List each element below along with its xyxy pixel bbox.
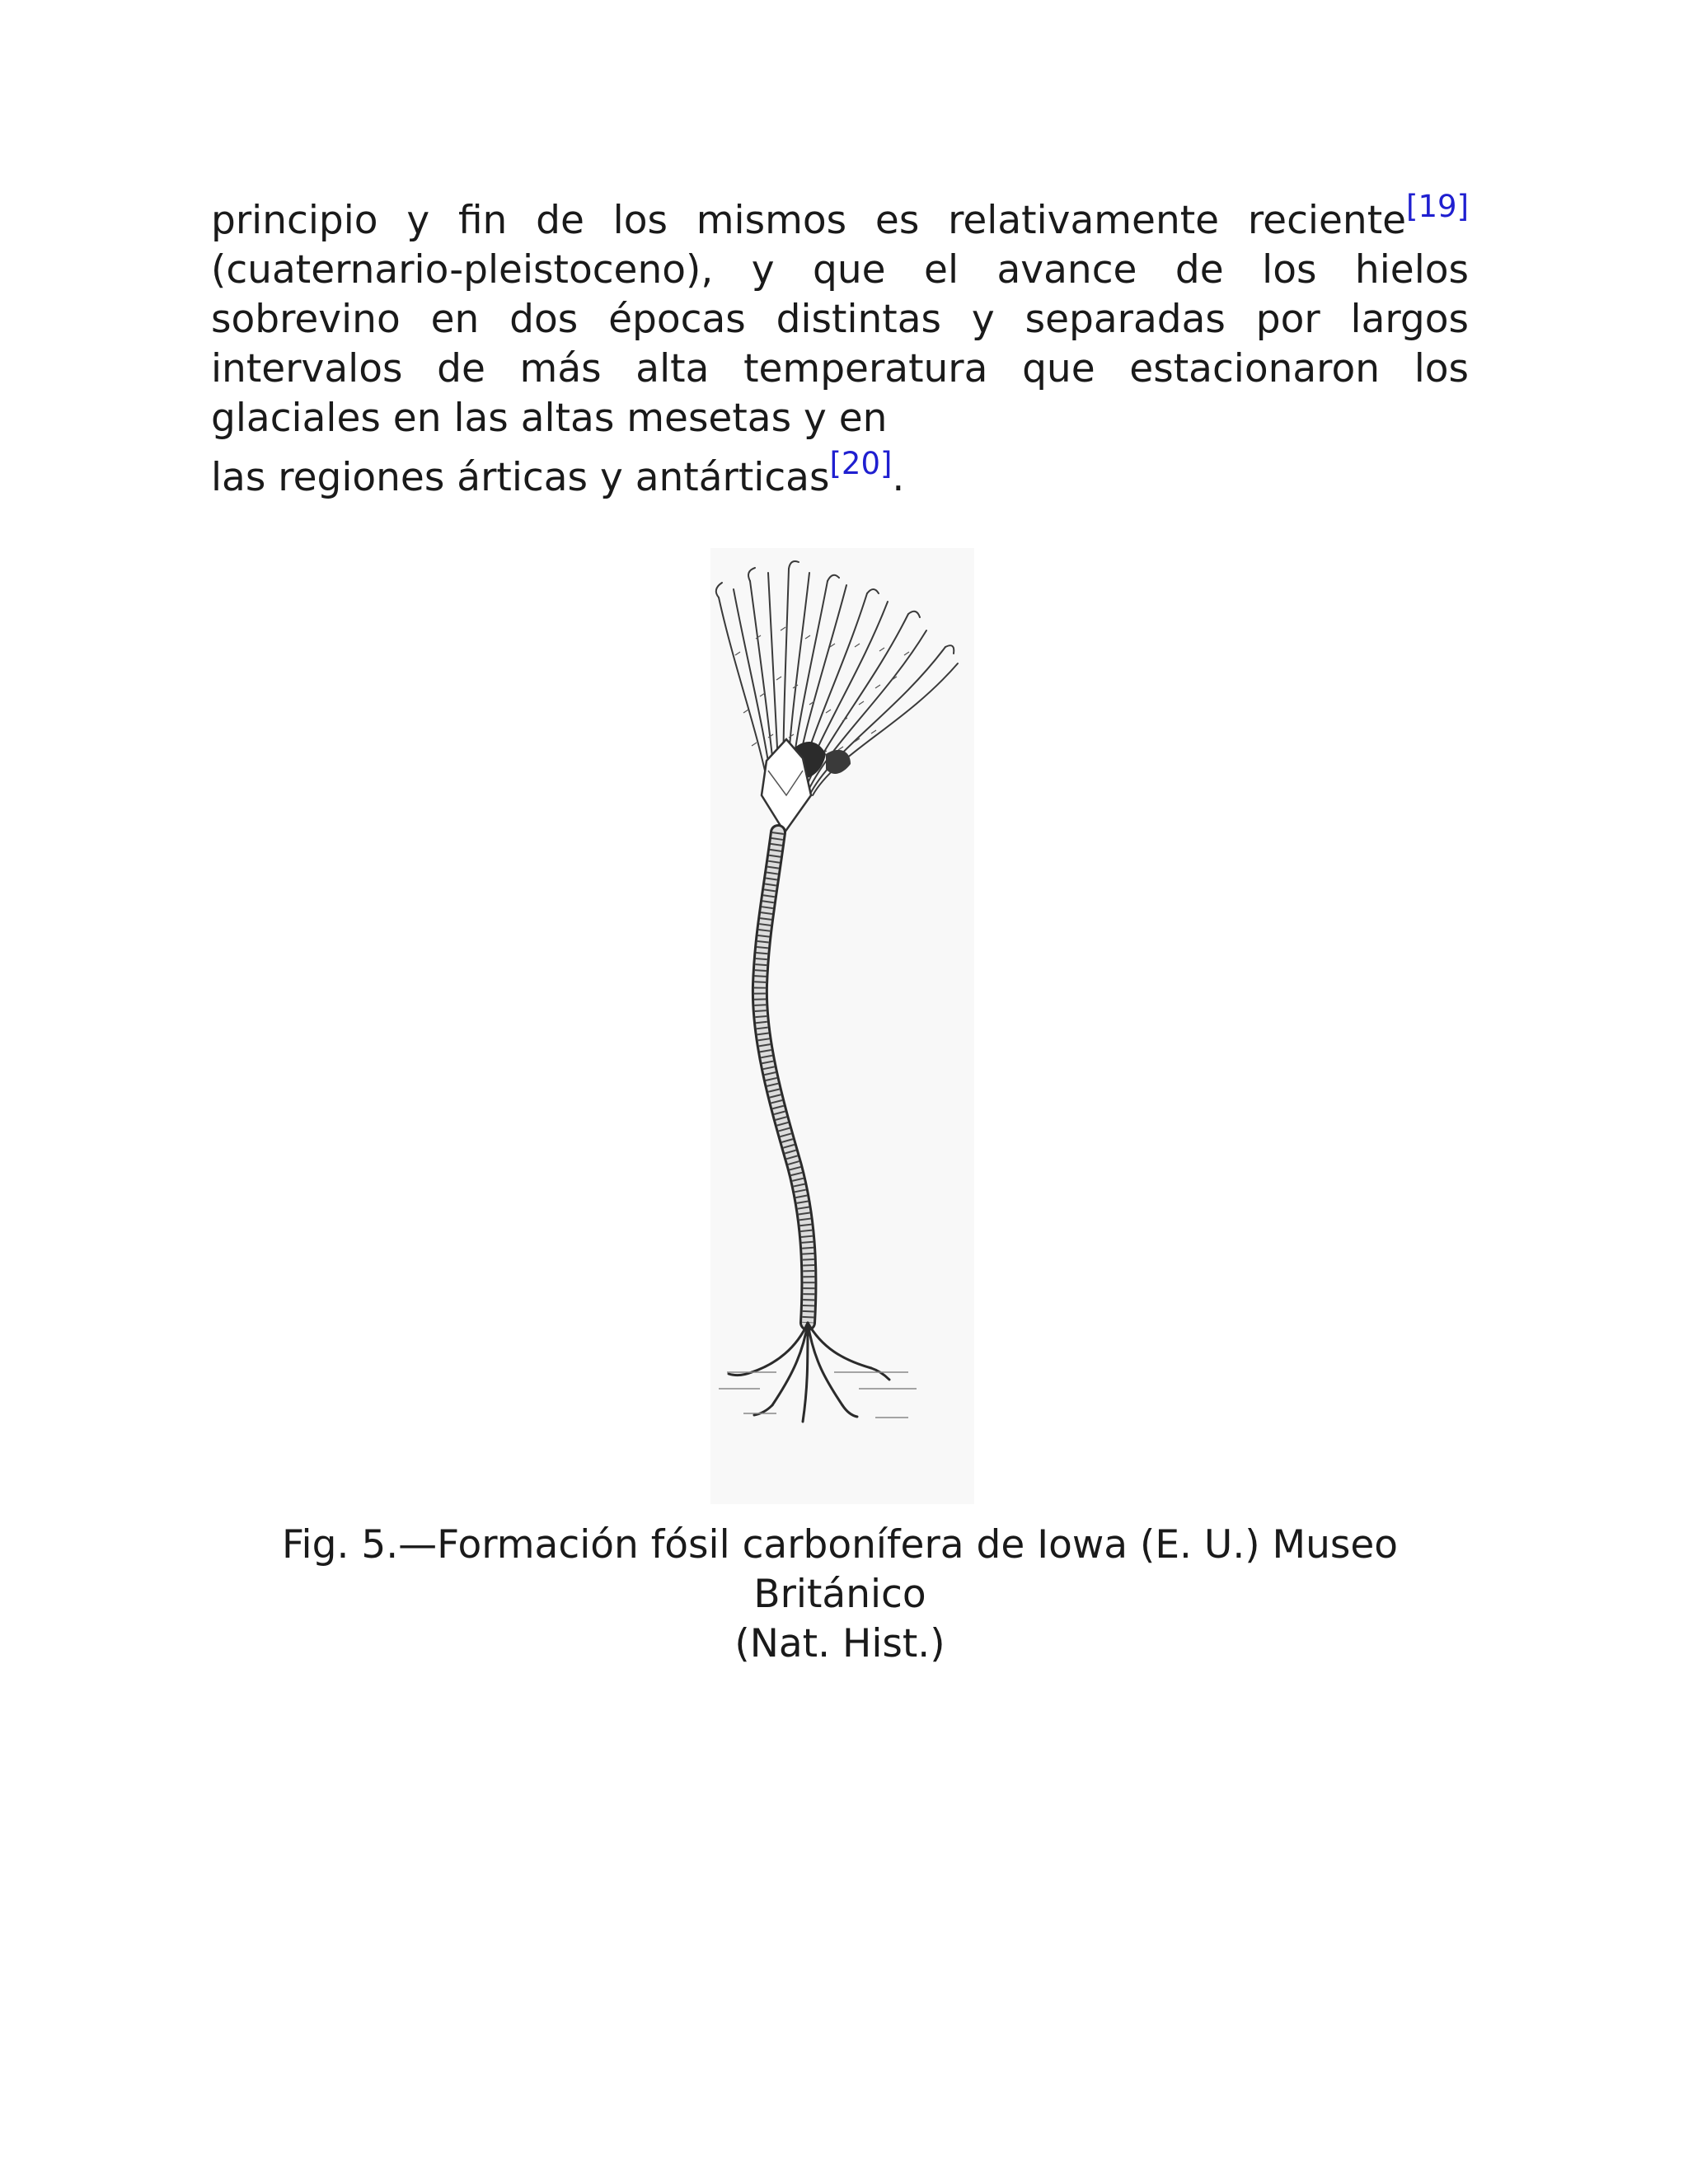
caption-line-1: Fig. 5.—Formación fósil carbonífera de Iowa (E. U.) Museo Británico xyxy=(281,1522,1399,1617)
figure-caption xyxy=(211,1521,1469,1669)
paragraph-first-line: principio y fin de los mismos es relativamente reciente xyxy=(211,198,1407,243)
caption-line-2: (Nat. Hist.) xyxy=(734,1621,945,1666)
crinoid-fossil-illustration xyxy=(710,548,974,1504)
paragraph-end-punct: . xyxy=(892,455,905,500)
paragraph-last-text: las regiones árticas y antárticas xyxy=(211,455,830,500)
body-paragraph xyxy=(211,189,1469,503)
paragraph-middle-text: (cuaternario-pleistoceno), y que el avance de los hielos sobrevino en dos épocas distintas y separadas por largos intervalos de más alta temperatura que estacionaron los glaciales en las altas mesetas y en xyxy=(211,247,1469,441)
footnote-ref-20[interactable]: [20] xyxy=(829,446,893,481)
paragraph-last-line xyxy=(211,446,1469,503)
crinoid-fossil-drawing xyxy=(710,548,974,1504)
footnote-ref-19[interactable]: [19] xyxy=(1406,189,1469,224)
